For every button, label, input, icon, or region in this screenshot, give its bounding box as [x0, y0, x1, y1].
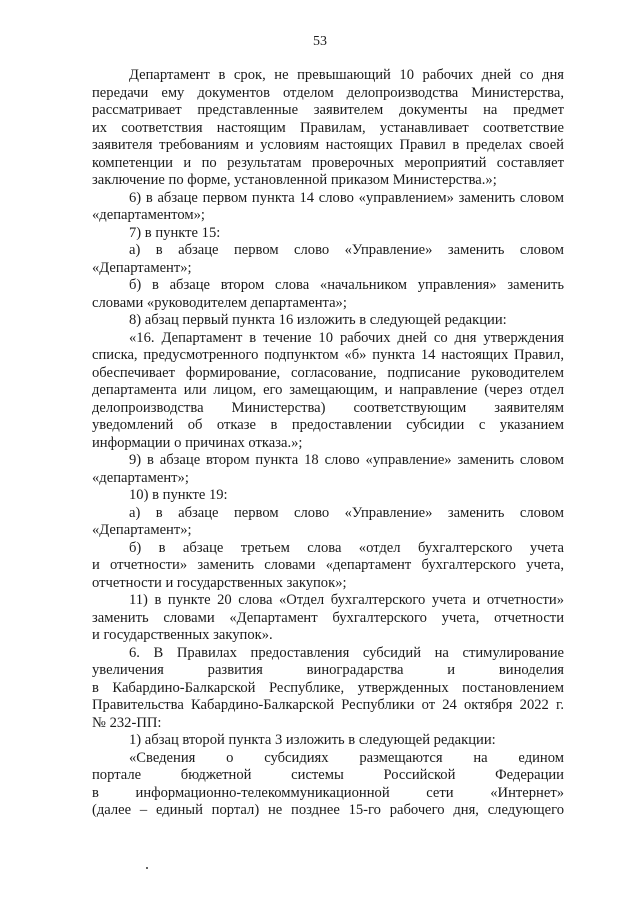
text-line: передачи ему документов отделом делопроизводства Министерства,: [92, 84, 564, 101]
text-line: 1) абзац второй пункта 3 изложить в следующей редакции:: [129, 732, 496, 748]
text-line: «Департамент»;: [92, 522, 192, 538]
text-line: 8) абзац первый пункта 16 изложить в следующей редакции:: [129, 312, 507, 328]
text-line: увеличения развития виноградарства и виноделия: [92, 662, 564, 678]
text-line: их соответствия настоящим Правилам, устанавливает соответствие: [92, 119, 564, 136]
text-line: заявителя требованиям и условиям настоящих Правил в пределах своей: [92, 137, 564, 153]
text-line: «Департамент»;: [92, 259, 192, 276]
text-line: б) в абзаце третьем слова «отдел бухгалтерского учета: [129, 539, 564, 556]
text-line: Правительства Кабардино-Балкарской Республики от 24 октября 2022 г.: [92, 697, 564, 713]
text-line: заключение по форме, установленной приказом Министерства.»;: [92, 172, 497, 188]
text-line: а) в абзаце первом слово «Управление» заменить словом: [129, 504, 564, 521]
text-line: в Кабардино-Балкарской Республике, утвержденных постановлением: [92, 679, 564, 696]
text-line: № 232-ПП:: [92, 714, 162, 731]
text-line: уведомлений об отказе в предоставлении субсидии с указанием: [92, 417, 564, 433]
text-line: 7) в пункте 15:: [129, 224, 221, 241]
text-line: в информационно-телекоммуникационной сети «Интернет»: [92, 784, 564, 801]
text-line: «16. Департамент в течение 10 рабочих дней со дня утверждения: [129, 329, 564, 346]
document-body: [92, 67, 564, 820]
text-line: «департаментом»;: [92, 207, 205, 223]
text-line: б) в абзаце втором слова «начальником управления» заменить: [129, 277, 564, 293]
text-line: информации о причинах отказа.»;: [92, 434, 303, 451]
text-line: департамента или лицом, его замещающим, и направление (через отдел: [92, 382, 564, 398]
text-line: 9) в абзаце втором пункта 18 слово «управление» заменить словом: [129, 452, 564, 468]
text-line: Департамент в срок, не превышающий 10 рабочих дней со дня: [129, 67, 564, 83]
text-line: 11) в пункте 20 слова «Отдел бухгалтерского учета и отчетности»: [129, 592, 564, 608]
text-line: «департамент»;: [92, 469, 189, 486]
text-line: делопроизводства Министерства) соответствующим заявителям: [92, 399, 564, 416]
text-line: и государственных закупок».: [92, 627, 273, 643]
text-line: (далее – единый портал) не позднее 15-го рабочего дня, следующего: [92, 802, 564, 818]
text-line: словами «руководителем департамента»;: [92, 294, 347, 311]
text-line: а) в абзаце первом слово «Управление» заменить словом: [129, 242, 564, 258]
text-line: 10) в пункте 19:: [129, 487, 228, 503]
stray-dot: [146, 867, 148, 869]
text-line: компетенции и по результатам проверочных мероприятий составляет: [92, 154, 564, 171]
text-line: отчетности и государственных закупок»;: [92, 574, 347, 591]
text-line: рассматривает представленные заявителем документы на предмет: [92, 102, 564, 118]
text-line: портале бюджетной системы Российской Федерации: [92, 767, 564, 783]
text-line: списка, предусмотренного подпунктом «б» пункта 14 настоящих Правил,: [92, 347, 564, 363]
text-line: и отчетности» заменить словами «департамент бухгалтерского учета,: [92, 557, 564, 573]
text-line: 6. В Правилах предоставления субсидий на стимулирование: [129, 644, 564, 661]
text-line: обеспечивает формирование, согласование, подписание руководителем: [92, 364, 564, 381]
text-line: заменить словами «Департамент бухгалтерского учета, отчетности: [92, 609, 564, 626]
text-line: «Сведения о субсидиях размещаются на едином: [129, 749, 564, 766]
page-number: 53: [313, 34, 327, 49]
text-line: 6) в абзаце первом пункта 14 слово «управлением» заменить словом: [129, 189, 564, 206]
